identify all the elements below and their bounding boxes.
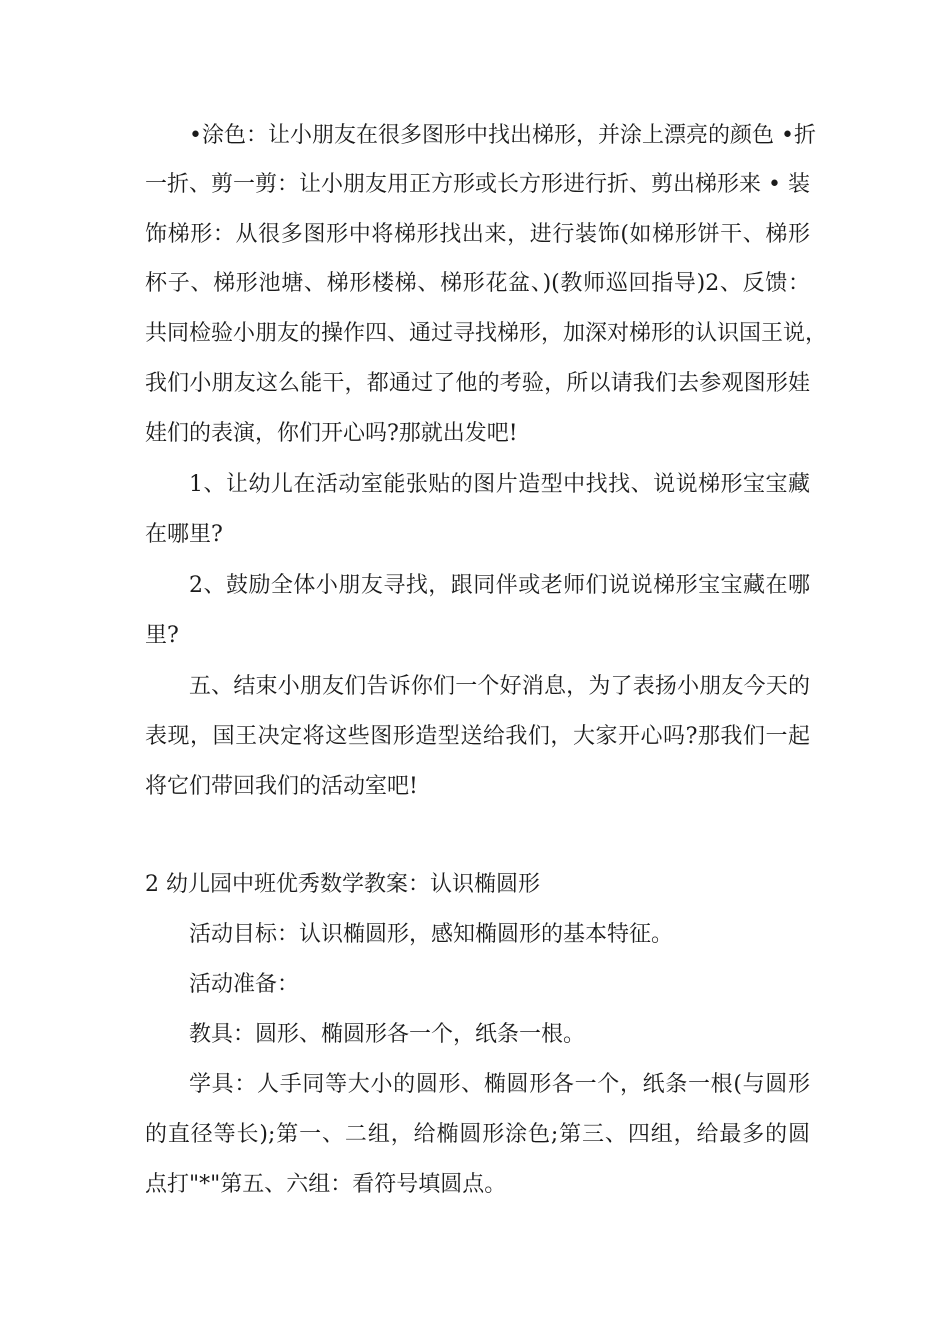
paragraph-1-line-2: 一折、剪一剪：让小朋友用正方形或长方形进行折、剪出梯形来 • 装 <box>145 172 810 197</box>
paragraph-4-line-1: 五、结束小朋友们告诉你们一个好消息，为了表扬小朋友今天的 <box>189 674 810 699</box>
learning-aids-line-3: 点打"*"第五、六组：看符号填圆点。 <box>145 1172 507 1197</box>
paragraph-1-line-7: 娃们的表演，你们开心吗?那就出发吧! <box>145 421 518 446</box>
paragraph-1-line-1: •涂色：让小朋友在很多图形中找出梯形，并涂上漂亮的颜色 •折 <box>189 123 816 148</box>
teaching-aids: 教具：圆形、椭圆形各一个，纸条一根。 <box>189 1022 586 1047</box>
activity-goal: 活动目标：认识椭圆形，感知椭圆形的基本特征。 <box>189 922 674 947</box>
section-heading: 2 幼儿园中班优秀数学教案：认识椭圆形 <box>145 872 540 897</box>
paragraph-1-line-4: 杯子、梯形池塘、梯形楼梯、梯形花盆、)(教师巡回指导)2、反馈： <box>145 271 810 296</box>
paragraph-2-line-2: 在哪里? <box>145 522 223 547</box>
paragraph-1-line-6: 我们小朋友这么能干，都通过了他的考验，所以请我们去参观图形娃 <box>145 371 810 396</box>
paragraph-2-line-1: 1、让幼儿在活动室能张贴的图片造型中找找、说说梯形宝宝藏 <box>189 472 810 497</box>
paragraph-1-line-3: 饰梯形：从很多图形中将梯形找出来，进行装饰(如梯形饼干、梯形 <box>145 222 810 247</box>
learning-aids-line-1: 学具：人手同等大小的圆形、椭圆形各一个，纸条一根(与圆形 <box>189 1072 810 1097</box>
paragraph-3-line-2: 里? <box>145 623 179 648</box>
paragraph-4-line-2: 表现，国王决定将这些图形造型送给我们，大家开心吗?那我们一起 <box>145 724 810 749</box>
learning-aids-line-2: 的直径等长);第一、二组，给椭圆形涂色;第三、四组，给最多的圆 <box>145 1122 810 1147</box>
paragraph-3-line-1: 2、鼓励全体小朋友寻找，跟同伴或老师们说说梯形宝宝藏在哪 <box>189 573 810 598</box>
activity-preparation-label: 活动准备： <box>189 972 300 997</box>
paragraph-1-line-5: 共同检验小朋友的操作四、通过寻找梯形，加深对梯形的认识国王说， <box>145 321 828 346</box>
paragraph-4-line-3: 将它们带回我们的活动室吧! <box>145 774 418 799</box>
